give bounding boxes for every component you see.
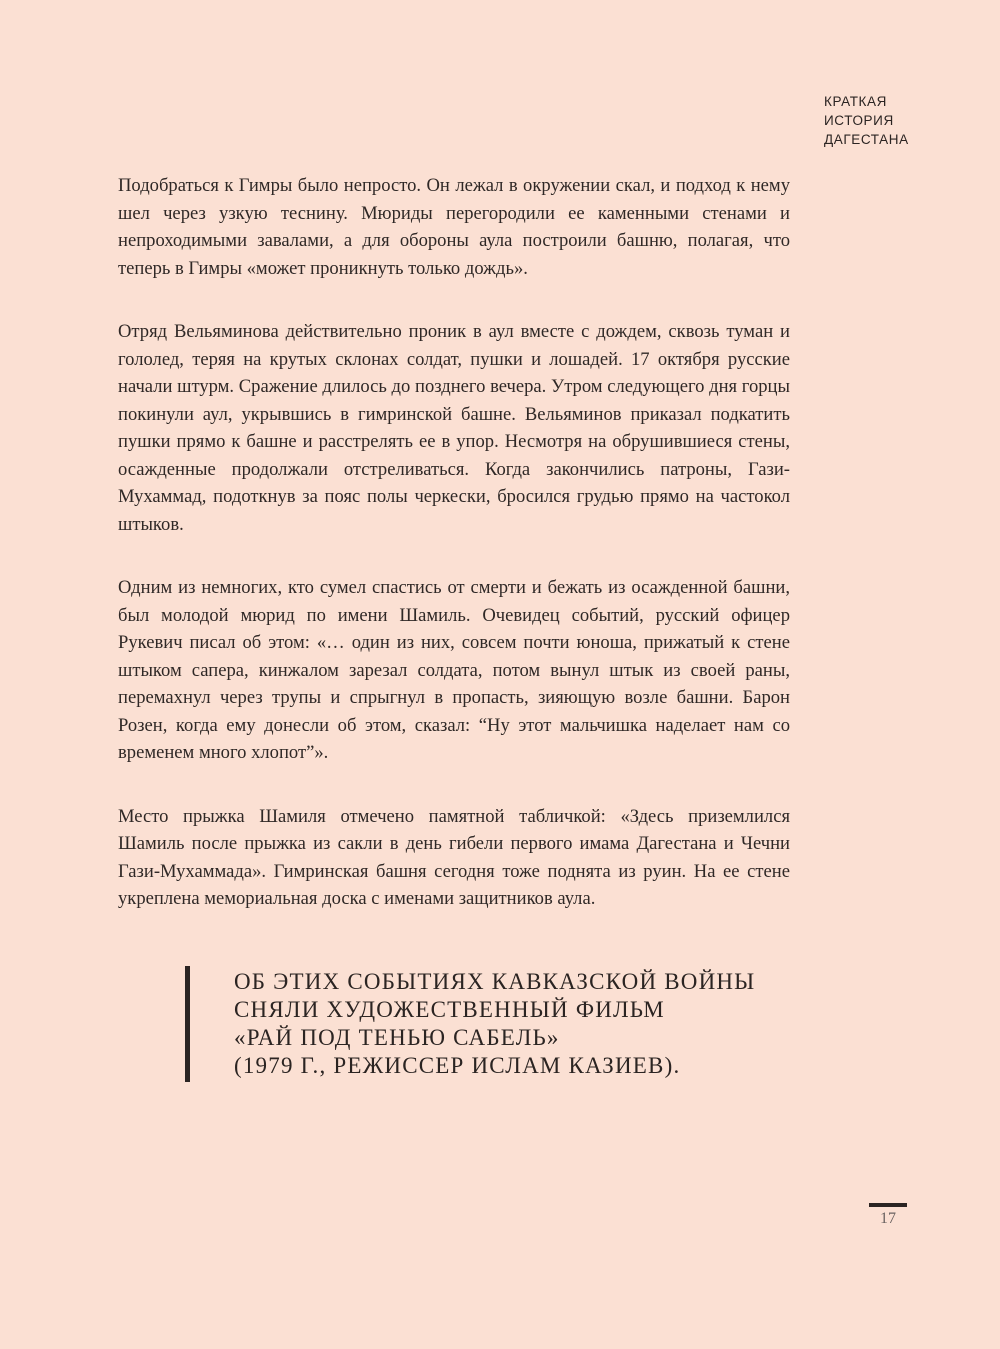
pull-quote-line: ОБ ЭТИХ СОБЫТИЯХ КАВКАЗСКОЙ ВОЙНЫ xyxy=(234,969,756,994)
paragraph: Место прыжка Шамиля отмечено памятной табличкой: «Здесь приземлился Шамиль после прыжка из сакли в день гибели первого имама Дагестана и Чечни Гази-Мухаммада». Гимринская башня сегодня тоже поднята из руин. На ее стене укреплена мемориальная доска с именами защитников аула. xyxy=(118,805,790,909)
running-head-line: ИСТОРИЯ xyxy=(824,113,894,128)
pull-quote-line: «РАЙ ПОД ТЕНЬЮ САБЕЛЬ» xyxy=(234,1025,560,1050)
paragraph: Отряд Вельяминова действительно проник в аул вместе с дождем, сквозь туман и гололед, теряя на крутых склонах солдат, пушки и лошадей. 17 октября русские начали штурм. Сражение длилось до позднего вечера. Утром следующего дня горцы покинули аул, укрывшись в гимринской башне. Вельяминов приказал подкатить пушки прямо к башне и расстрелять ее в упор. Несмотря на обрушившиеся стены, осажденные продолжали отстреливаться. Когда закончились патроны, Гази-Мухаммад, подоткнув за пояс полы черкески, бросился грудью прямо на частокол штыков. xyxy=(118,321,790,535)
paragraph: Одним из немногих, кто сумел спастись от смерти и бежать из осажденной башни, был молодой мюрид по имени Шамиль. Очевидец событий, русский офицер Рукевич писал об этом: «… один из них, совсем почти юноша, прижатый к стене штыком сапера, кинжалом зарезал солдата, потом вынул штык из своей раны, перемахнул через трупы и спрыгнул в пропасть, зияющую возле башни. Барон Розен, когда ему донесли об этом, сказал: “Ну этот мальчишка наделает нам со временем много хлопот”». xyxy=(118,577,790,763)
running-head xyxy=(824,92,954,149)
running-head-line: ДАГЕСТАНА xyxy=(824,132,909,147)
pull-quote-line: (1979 Г., РЕЖИССЕР ИСЛАМ КАЗИЕВ). xyxy=(234,1053,681,1078)
running-head-line: КРАТКАЯ xyxy=(824,94,887,109)
page-number: 17 xyxy=(880,1210,896,1227)
page-number-rule xyxy=(869,1203,907,1207)
pull-quote-line: СНЯЛИ ХУДОЖЕСТВЕННЫЙ ФИЛЬМ xyxy=(234,997,665,1022)
paragraph: Подобраться к Гимры было непросто. Он лежал в окружении скал, и подход к нему шел через узкую теснину. Мюриды перегородили ее каменными стенами и непроходимыми завалами, а для обороны аула построили башню, полагая, что теперь в Гимры «может проникнуть только дождь». xyxy=(118,175,790,279)
pull-quote xyxy=(185,966,854,1082)
body-text xyxy=(118,172,790,949)
